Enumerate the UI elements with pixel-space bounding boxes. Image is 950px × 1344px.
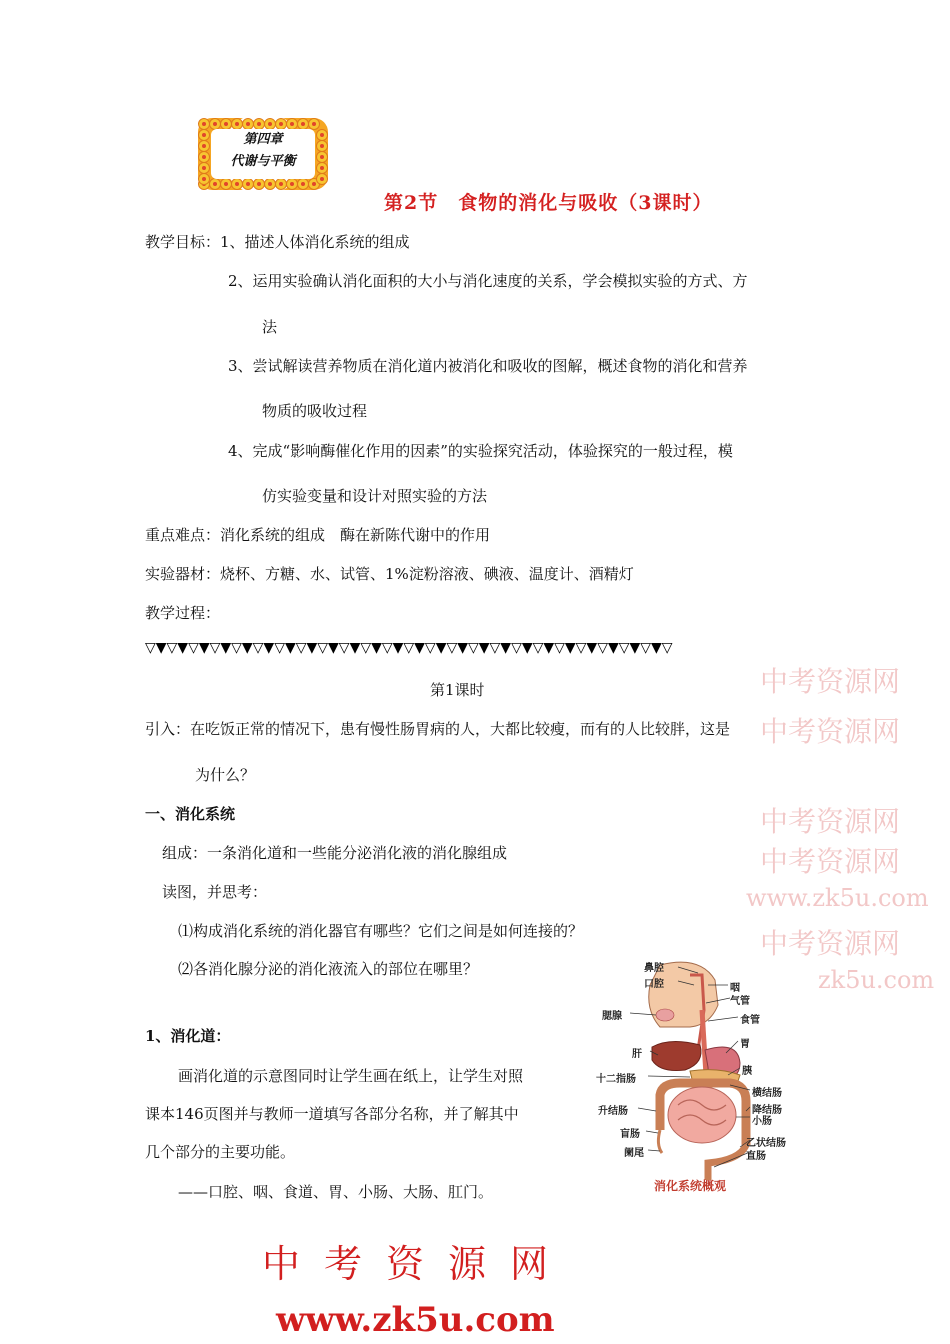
- flower-center: [279, 122, 283, 126]
- watermark-text-3: 中考资源网: [760, 805, 901, 838]
- digestive-parts: ——口腔、咽、食道、胃、小肠、大肠、肛门。: [178, 1183, 494, 1201]
- flower-center: [224, 182, 228, 186]
- question-1: ⑴构成消化系统的消化器官有哪些？它们之间是如何连接的？: [178, 922, 584, 940]
- goal-3b: 物质的吸收过程: [262, 402, 368, 420]
- composition-text: 组成：一条消化道和一些能分泌消化液的消化腺组成: [162, 844, 508, 862]
- label-descending-colon: 降结肠: [752, 1105, 782, 1116]
- label-small-intestine: 小肠: [752, 1116, 772, 1127]
- paragraph-line-3: 几个部分的主要功能。: [145, 1143, 296, 1161]
- flower-center: [268, 122, 272, 126]
- flower-center: [320, 133, 324, 137]
- key-points: 重点难点：消化系统的组成 酶在新陈代谢中的作用: [145, 526, 491, 544]
- flower-center: [301, 122, 305, 126]
- flower-center: [235, 122, 239, 126]
- flower-center: [213, 122, 217, 126]
- flower-center: [301, 182, 305, 186]
- flower-center: [320, 166, 324, 170]
- label-trachea: 气管: [730, 996, 750, 1007]
- process-label: 教学过程：: [145, 604, 221, 622]
- badge-line1: 第四章: [243, 132, 283, 147]
- label-sigmoid-colon: 乙状结肠: [746, 1138, 786, 1149]
- label-duodenum: 十二指肠: [596, 1074, 636, 1085]
- footer-brand: 中考资源网: [262, 1242, 573, 1286]
- label-pharynx: 咽: [730, 983, 740, 994]
- decorative-divider: ▽▼▽▼▽▼▽▼▽▼▽▼▽▼▽▼▽▼▽▼▽▼▽▼▽▼▽▼▽▼▽▼▽▼▽▼▽▼▽▼▽▼▽▼▽▼▽▼▽: [145, 640, 673, 656]
- goal-1: 教学目标：1、描述人体消化系统的组成: [145, 233, 410, 251]
- goal-3a: 3、尝试解读营养物质在消化道内被消化和吸收的图解，概述食物的消化和营养: [228, 357, 748, 375]
- watermark-url-2: zk5u.com: [818, 966, 935, 994]
- goal-2b: 法: [262, 318, 278, 336]
- flower-center: [320, 144, 324, 148]
- watermark-text-1: 中考资源网: [760, 665, 901, 698]
- label-pancreas: 胰: [742, 1066, 752, 1077]
- flower-center: [312, 122, 316, 126]
- flower-center: [202, 144, 206, 148]
- intro-line-2: 为什么？: [195, 766, 256, 784]
- intro-line-1: 引入：在吃饭正常的情况下，患有慢性肠胃病的人，大都比较瘦，而有的人比较胖，这是: [145, 720, 731, 738]
- paragraph-line-2: 课本146页图并与教师一道填写各部分名称，并了解其中: [145, 1105, 519, 1123]
- label-parotid: 腮腺: [602, 1011, 622, 1022]
- flower-center: [312, 182, 316, 186]
- watermark-url: www.zk5u.com: [746, 884, 929, 912]
- goal-4b: 仿实验变量和设计对照实验的方法: [262, 487, 488, 505]
- chapter-badge: [198, 118, 328, 190]
- flower-center: [202, 133, 206, 137]
- watermark-text-4: 中考资源网: [760, 845, 901, 878]
- label-stomach: 胃: [740, 1039, 750, 1050]
- label-esophagus: 食管: [740, 1015, 760, 1026]
- read-instruction: 读图，并思考：: [162, 883, 268, 901]
- label-rectum: 直肠: [746, 1151, 766, 1162]
- flower-center: [246, 182, 250, 186]
- question-2: ⑵各消化腺分泌的消化液流入的部位在哪里？: [178, 960, 479, 978]
- flower-center: [257, 122, 261, 126]
- label-nasal-cavity: 鼻腔: [644, 963, 664, 974]
- section-heading: 一、消化系统: [145, 805, 236, 823]
- flower-center: [320, 177, 324, 181]
- digestive-system-figure: [590, 955, 810, 1195]
- flower-center: [202, 122, 206, 126]
- flower-center: [257, 182, 261, 186]
- flower-center: [268, 182, 272, 186]
- label-appendix: 阑尾: [624, 1148, 644, 1159]
- label-cecum: 盲肠: [620, 1129, 640, 1140]
- figure-caption: 消化系统概观: [654, 1179, 727, 1193]
- flower-center: [213, 182, 217, 186]
- page-title: 第2节 食物的消化与吸收（3课时）: [384, 192, 713, 214]
- watermark-text-2: 中考资源网: [760, 715, 901, 748]
- flower-center: [224, 122, 228, 126]
- paragraph-line-1: 画消化道的示意图同时让学生画在纸上，让学生对照: [178, 1067, 524, 1085]
- flower-center: [235, 182, 239, 186]
- flower-center: [202, 166, 206, 170]
- flower-center: [202, 155, 206, 159]
- flower-center: [246, 122, 250, 126]
- footer-url[interactable]: www.zk5u.com: [276, 1300, 555, 1340]
- label-ascending-colon: 升结肠: [598, 1106, 628, 1117]
- goal-4a: 4、完成“影响酶催化作用的因素”的实验探究活动，体验探究的一般过程，模: [228, 442, 733, 460]
- goal-2a: 2、运用实验确认消化面积的大小与消化速度的关系，学会模拟实验的方式、方: [228, 272, 748, 290]
- flower-center: [202, 177, 206, 181]
- label-transverse-colon: 横结肠: [752, 1088, 782, 1099]
- badge-text: [211, 129, 315, 179]
- subsection-heading: 1、消化道：: [145, 1027, 231, 1045]
- flower-center: [290, 122, 294, 126]
- watermark: [746, 650, 940, 994]
- lesson-heading: 第1课时: [430, 681, 485, 699]
- badge-line2: 代谢与平衡: [230, 154, 296, 169]
- flower-center: [279, 182, 283, 186]
- equipment: 实验器材：烧杯、方糖、水、试管、1%淀粉溶液、碘液、温度计、酒精灯: [145, 565, 634, 583]
- label-mouth: 口腔: [644, 979, 664, 990]
- flower-center: [320, 155, 324, 159]
- watermark-text-5: 中考资源网: [760, 927, 901, 960]
- label-liver: 肝: [632, 1049, 642, 1060]
- flower-center: [290, 182, 294, 186]
